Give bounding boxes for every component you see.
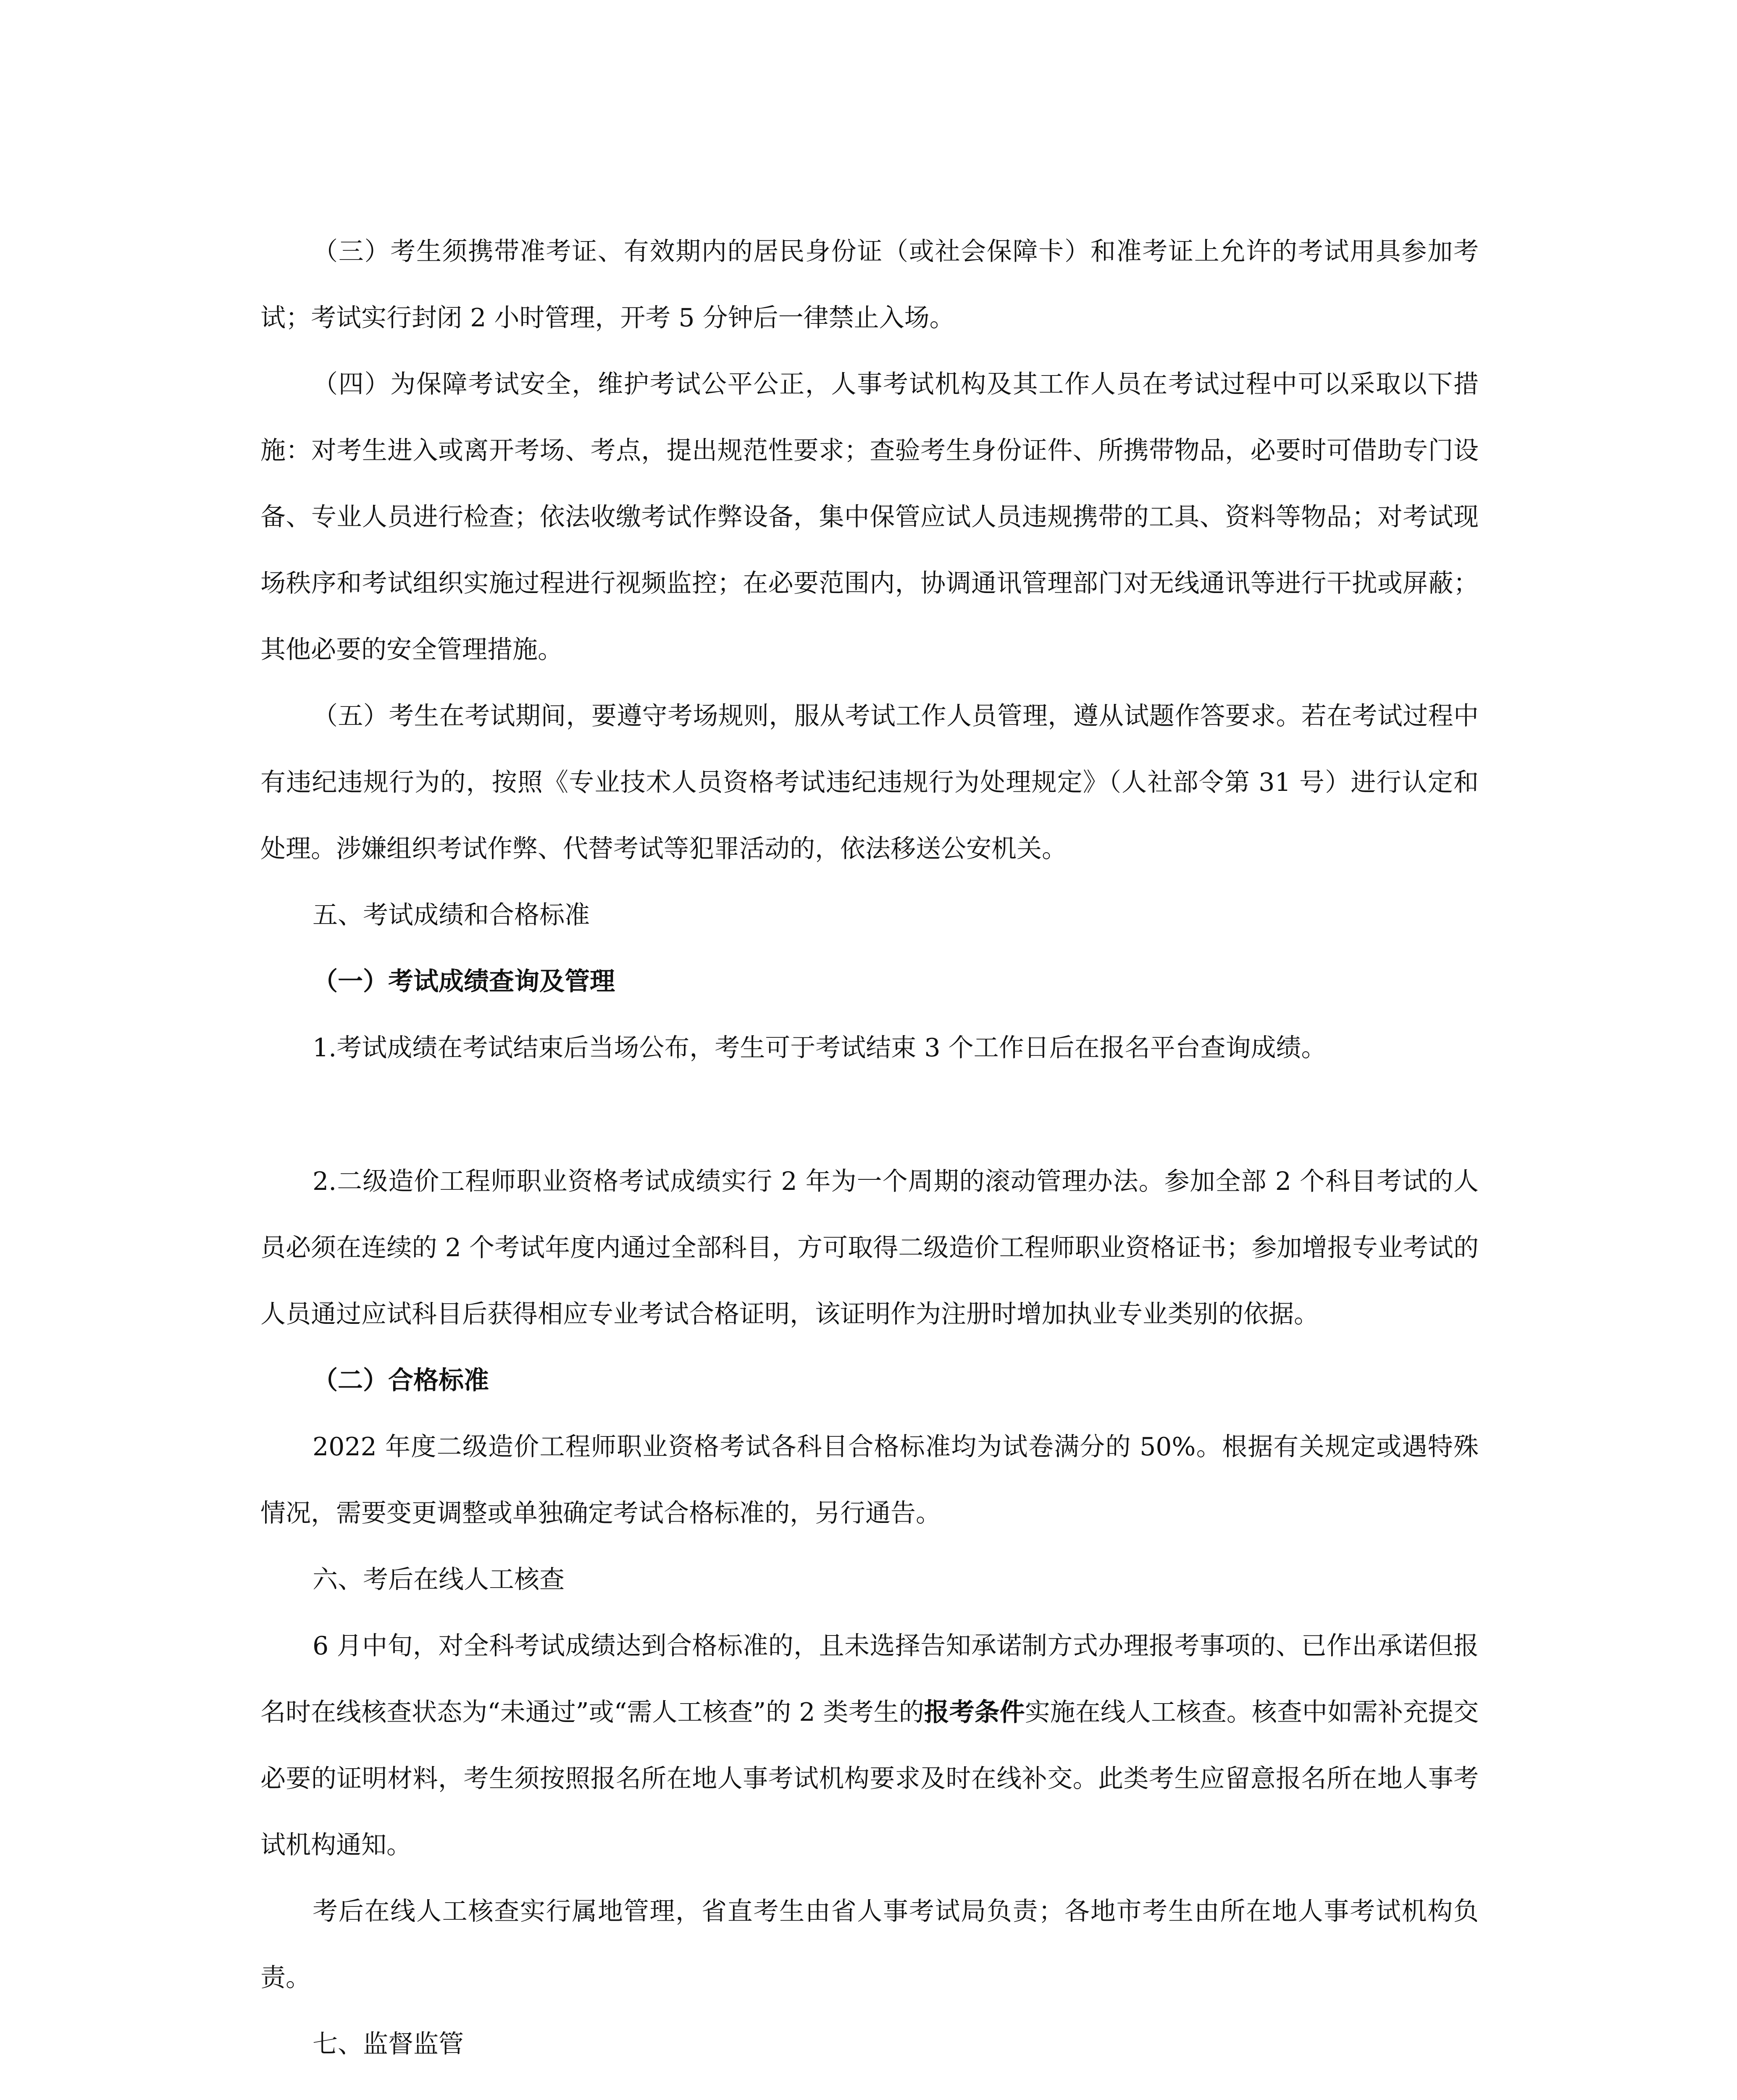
paragraph-item-4: （四）为保障考试安全，维护考试公平公正，人事考试机构及其工作人员在考试过程中可以采取以下措施：对考生进入或离开考场、考点，提出规范性要求；查验考生身份证件、所携带物品，必要时可借助专门设备、专业人员进行检查；依法收缴考试作弊设备，集中保管应试人员违规携带的工具、资料等物品；对考试现场秩序和考试组织实施过程进行视频监控；在必要范围内，协调通讯管理部门对无线通讯等进行干扰或屏蔽；其他必要的安全管理措施。	[260, 370, 1479, 664]
section-heading-7: 七、监督监管	[313, 2029, 464, 2059]
paragraph-score-release: 1.考试成绩在考试结束后当场公布，考生可于考试结束 3 个工作日后在报名平台查询成绩。	[313, 1033, 1327, 1063]
online-review-emphasis: 报考条件	[924, 1698, 1025, 1727]
paragraph-online-review	[260, 1613, 1479, 1878]
subsection-heading-pass-standard: （二）合格标准	[313, 1366, 489, 1395]
blank-gap	[260, 1081, 1479, 1148]
paragraph-rolling-management: 2.二级造价工程师职业资格考试成绩实行 2 年为一个周期的滚动管理办法。参加全部 2 个科目考试的人员必须在连续的 2 个考试年度内通过全部科目，方可取得二级造价工程师职业资格证书；参加增报专业考试的人员通过应试科目后获得相应专业考试合格证明，该证明作为注册时增加执业专业类别的依据。	[260, 1167, 1479, 1329]
section-heading-6: 六、考后在线人工核查	[313, 1565, 565, 1594]
paragraph-pass-standard: 2022 年度二级造价工程师职业资格考试各科目合格标准均为试卷满分的 50%。根据有关规定或遇特殊情况，需要变更调整或单独确定考试合格标准的，另行通告。	[260, 1432, 1479, 1528]
document-body	[260, 218, 1479, 2077]
section-heading-5: 五、考试成绩和合格标准	[313, 900, 590, 930]
paragraph-item-3: （三）考生须携带准考证、有效期内的居民身份证（或社会保障卡）和准考证上允许的考试用具参加考试；考试实行封闭 2 小时管理，开考 5 分钟后一律禁止入场。	[260, 237, 1479, 333]
paragraph-item-5: （五）考生在考试期间，要遵守考场规则，服从考试工作人员管理，遵从试题作答要求。若在考试过程中有违纪违规行为的，按照《专业技术人员资格考试违纪违规行为处理规定》（人社部令第 31 号）进行认定和处理。涉嫌组织考试作弊、代替考试等犯罪活动的，依法移送公安机关。	[260, 701, 1479, 864]
subsection-heading-score-query: （一）考试成绩查询及管理	[313, 967, 615, 996]
online-review-text-c: 实施在线人工核查。核查中如需补充提交必要的证明材料，考生须按照报名所在地人事考试机构要求及时在线补交。此类考生应留意报名所在地人事考试机构通知。	[260, 1698, 1479, 1860]
online-review-text-a: 6 月中旬，对全科考试成绩达到合格标准的，且未选择告知承诺制方式办理报考事项的、已作出承诺但报名时在线核查状态为“未通过”或“需人工核查”的 2 类考生的	[260, 1631, 1479, 1727]
paragraph-territorial-management: 考后在线人工核查实行属地管理，省直考生由省人事考试局负责；各地市考生由所在地人事考试机构负责。	[260, 1897, 1479, 1992]
